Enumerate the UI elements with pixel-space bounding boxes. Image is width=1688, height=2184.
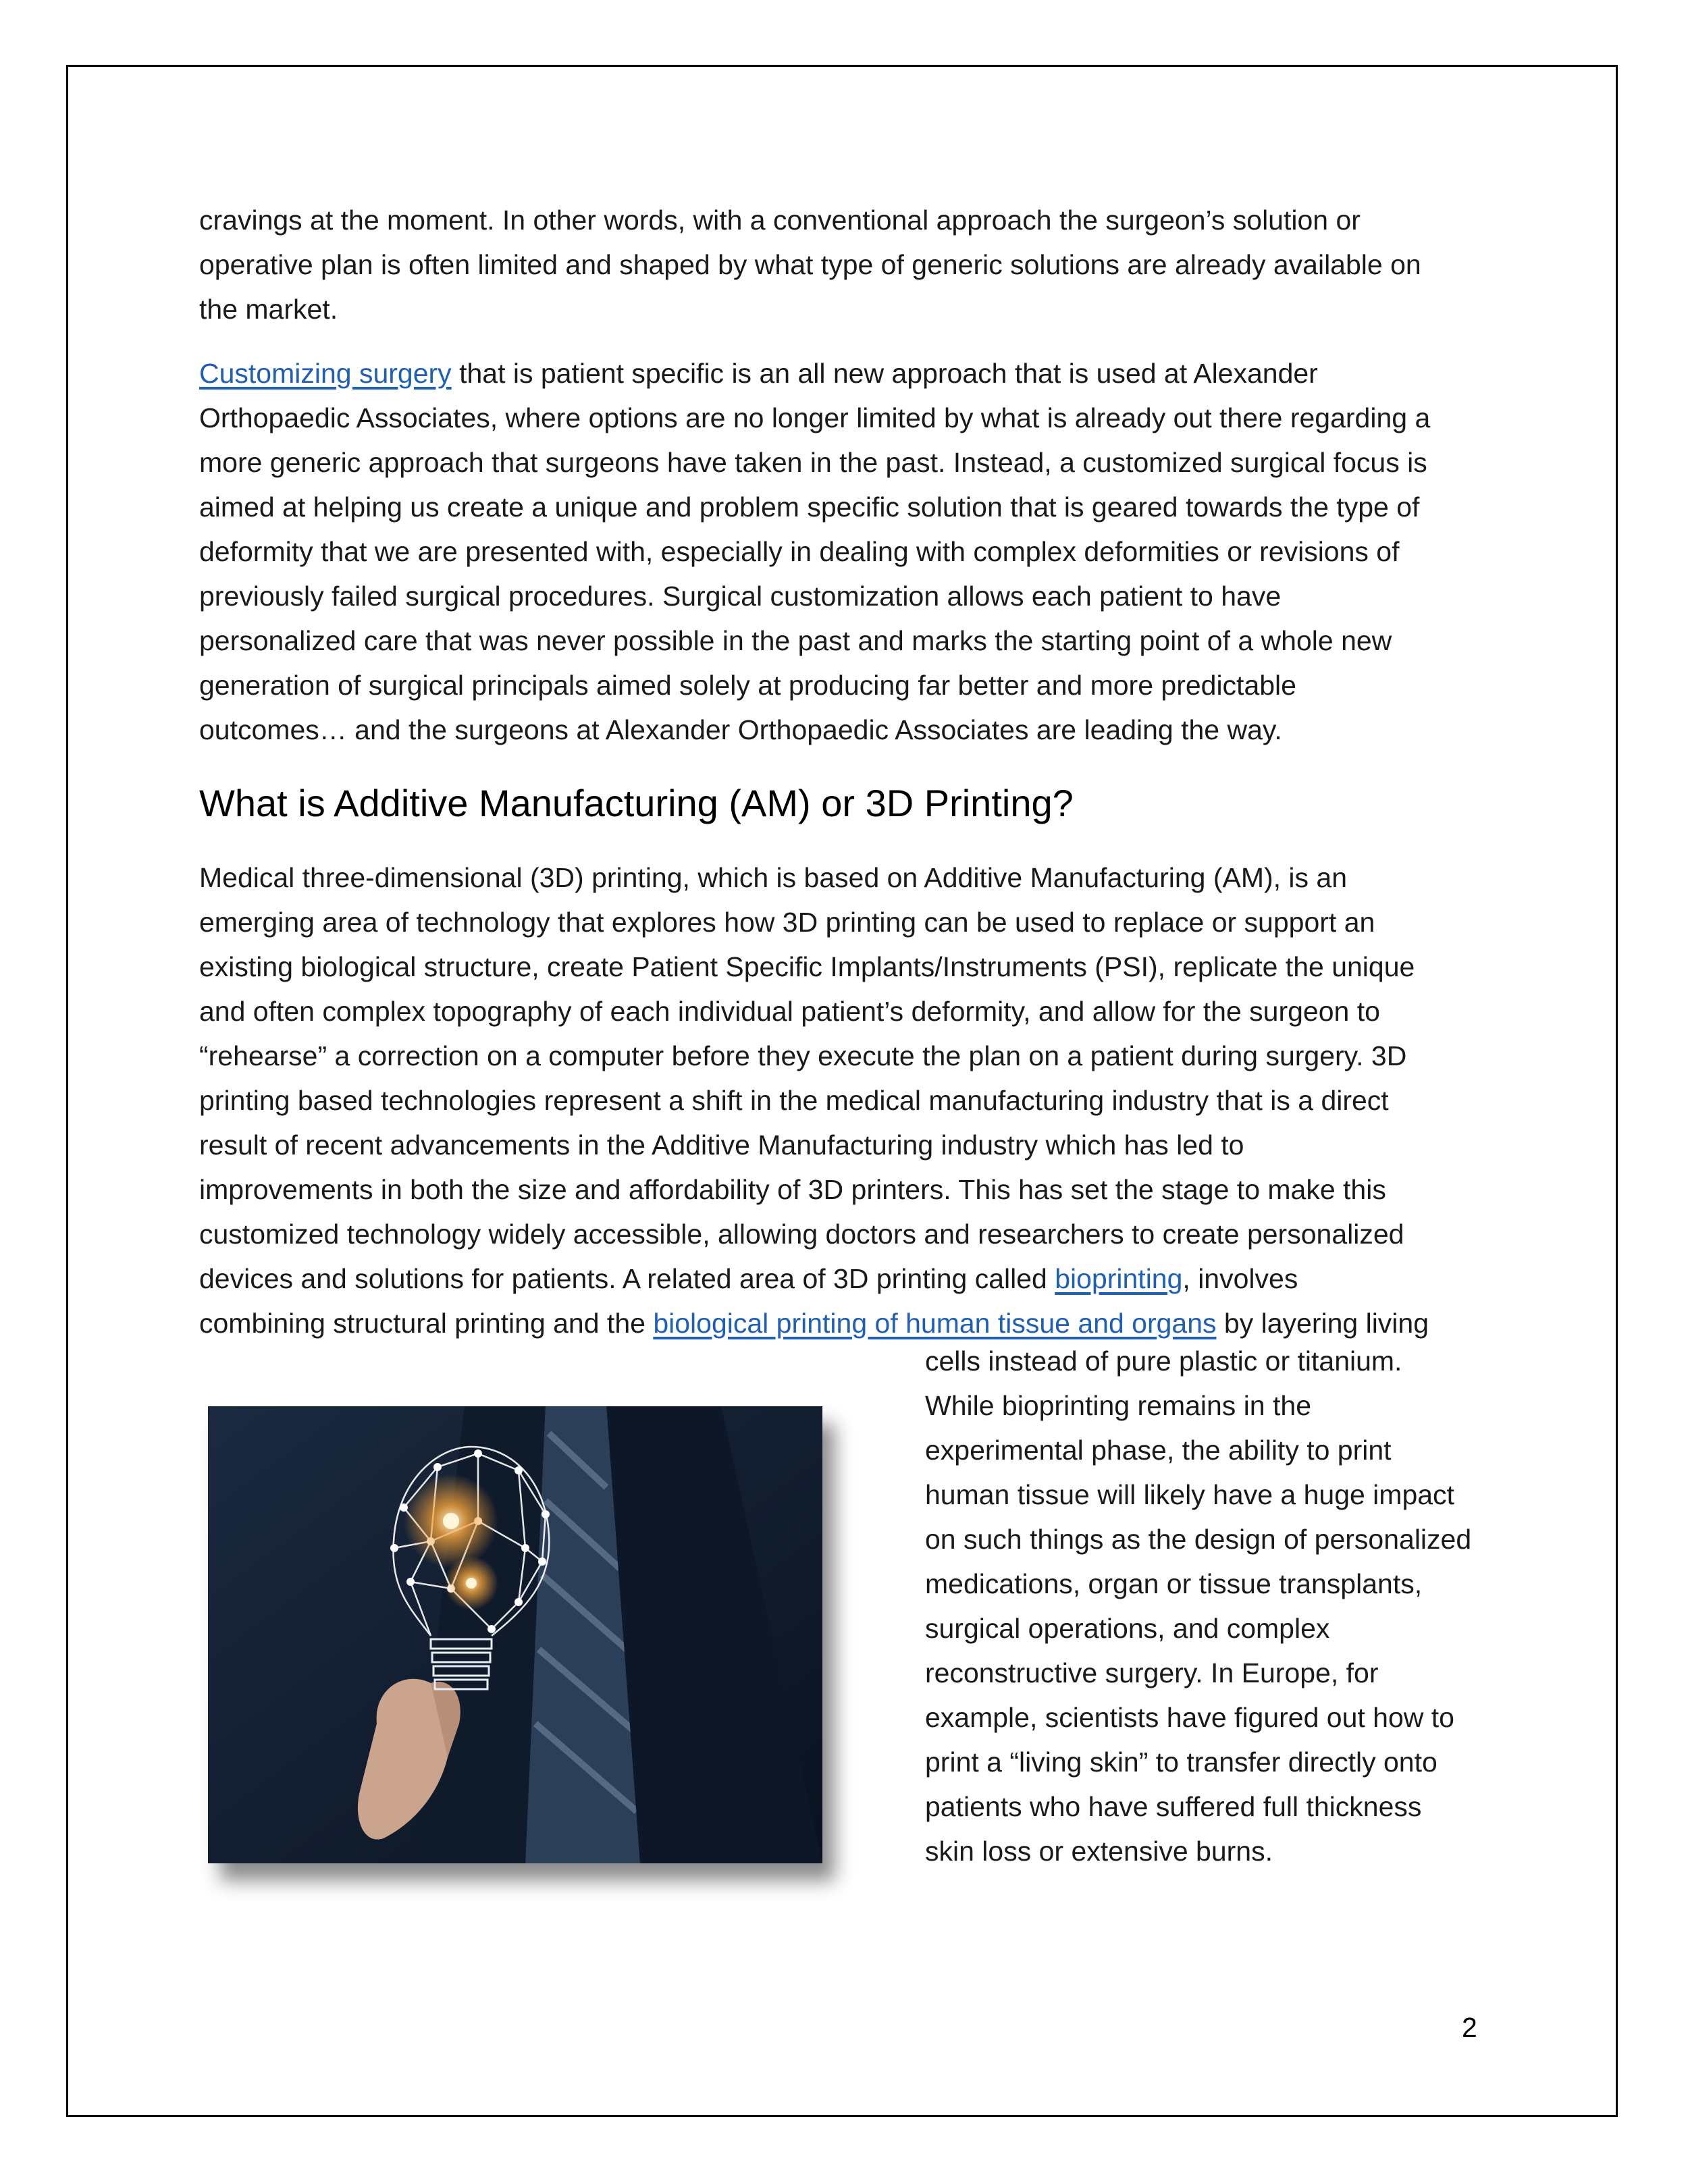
paragraph-line: cravings at the moment. In other words, with a conventional approach the surgeon’s solution or — [199, 205, 1361, 236]
paragraph-line: devices and solutions for patients. A related area of 3D printing called — [199, 1263, 1055, 1294]
bioprinting-link[interactable]: bioprinting — [1055, 1263, 1183, 1294]
paragraph-line: experimental phase, the ability to print — [925, 1435, 1392, 1466]
biological-printing-link[interactable]: biological printing of human tissue and organs — [653, 1308, 1217, 1339]
page-number: 2 — [1462, 2012, 1477, 2043]
paragraph-line: result of recent advancements in the Additive Manufacturing industry which has led to — [199, 1129, 1244, 1161]
paragraph-line: cells instead of pure plastic or titanium. — [925, 1346, 1402, 1377]
section-heading: What is Additive Manufacturing (AM) or 3D Printing? — [199, 782, 1074, 824]
paragraph-customizing — [199, 351, 1506, 752]
paragraph-line: previously failed surgical procedures. Surgical customization allows each patient to have — [199, 581, 1282, 612]
paragraph-line: Medical three-dimensional (3D) printing, which is based on Additive Manufacturing (AM), is an — [199, 862, 1348, 893]
paragraph-line: print a “living skin” to transfer directly onto — [925, 1747, 1438, 1778]
paragraph-line: “rehearse” a correction on a computer before they execute the plan on a patient during surgery. 3D — [199, 1040, 1407, 1071]
paragraph-line: deformity that we are presented with, especially in dealing with complex deformities or revisions of — [199, 536, 1400, 567]
paragraph-line: personalized care that was never possible in the past and marks the starting point of a whole new — [199, 625, 1392, 656]
paragraph-line: combining structural printing and the — [199, 1308, 654, 1339]
customizing-surgery-link[interactable]: Customizing surgery — [199, 358, 452, 389]
paragraph-3d-printing — [199, 855, 1506, 1346]
lightbulb-illustration — [208, 1406, 822, 1863]
paragraph-line: surgical operations, and complex — [925, 1613, 1330, 1644]
paragraph-line: Orthopaedic Associates, where options are no longer limited by what is already out there regarding a — [199, 402, 1431, 433]
paragraph-line: and often complex topography of each individual patient’s deformity, and allow for the surgeon to — [199, 996, 1380, 1027]
paragraph-line: , involves — [1182, 1263, 1298, 1294]
paragraph-line: patients who have suffered full thickness — [925, 1791, 1422, 1822]
paragraph-line: While bioprinting remains in the — [925, 1390, 1311, 1421]
paragraph-line: improvements in both the size and affordability of 3D printers. This has set the stage to make this — [199, 1174, 1386, 1205]
paragraph-line: skin loss or extensive burns. — [925, 1836, 1273, 1867]
paragraph-line: that is patient specific is an all new approach that is used at Alexander — [451, 358, 1318, 389]
paragraph-line: more generic approach that surgeons have taken in the past. Instead, a customized surgical focus is — [199, 447, 1427, 478]
paragraph-line: generation of surgical principals aimed solely at producing far better and more predictable — [199, 670, 1296, 701]
paragraph-line: customized technology widely accessible, allowing doctors and researchers to create personalized — [199, 1219, 1404, 1250]
paragraph-line: operative plan is often limited and shaped by what type of generic solutions are already available on — [199, 249, 1421, 280]
paragraph-line: human tissue will likely have a huge impact — [925, 1479, 1454, 1510]
paragraph-line: outcomes… and the surgeons at Alexander Orthopaedic Associates are leading the way. — [199, 714, 1282, 745]
paragraph-line: the market. — [199, 294, 338, 325]
paragraph-line: reconstructive surgery. In Europe, for — [925, 1657, 1379, 1688]
paragraph-line: printing based technologies represent a shift in the medical manufacturing industry that is a direct — [199, 1085, 1389, 1116]
paragraph-line: on such things as the design of personalized — [925, 1524, 1472, 1555]
paragraph-line: aimed at helping us create a unique and problem specific solution that is geared towards the type of — [199, 491, 1420, 523]
paragraph-line: emerging area of technology that explores how 3D printing can be used to replace or support an — [199, 907, 1375, 938]
paragraph-bioprinting-continued — [925, 1339, 1519, 1873]
paragraph-line: medications, organ or tissue transplants, — [925, 1568, 1423, 1599]
paragraph-line: by layering living — [1216, 1308, 1429, 1339]
paragraph-line: existing biological structure, create Patient Specific Implants/Instruments (PSI), replicate the unique — [199, 951, 1415, 982]
lightbulb-hand-photo — [208, 1406, 822, 1863]
paragraph-line: example, scientists have figured out how to — [925, 1702, 1454, 1733]
paragraph-intro — [199, 198, 1506, 331]
